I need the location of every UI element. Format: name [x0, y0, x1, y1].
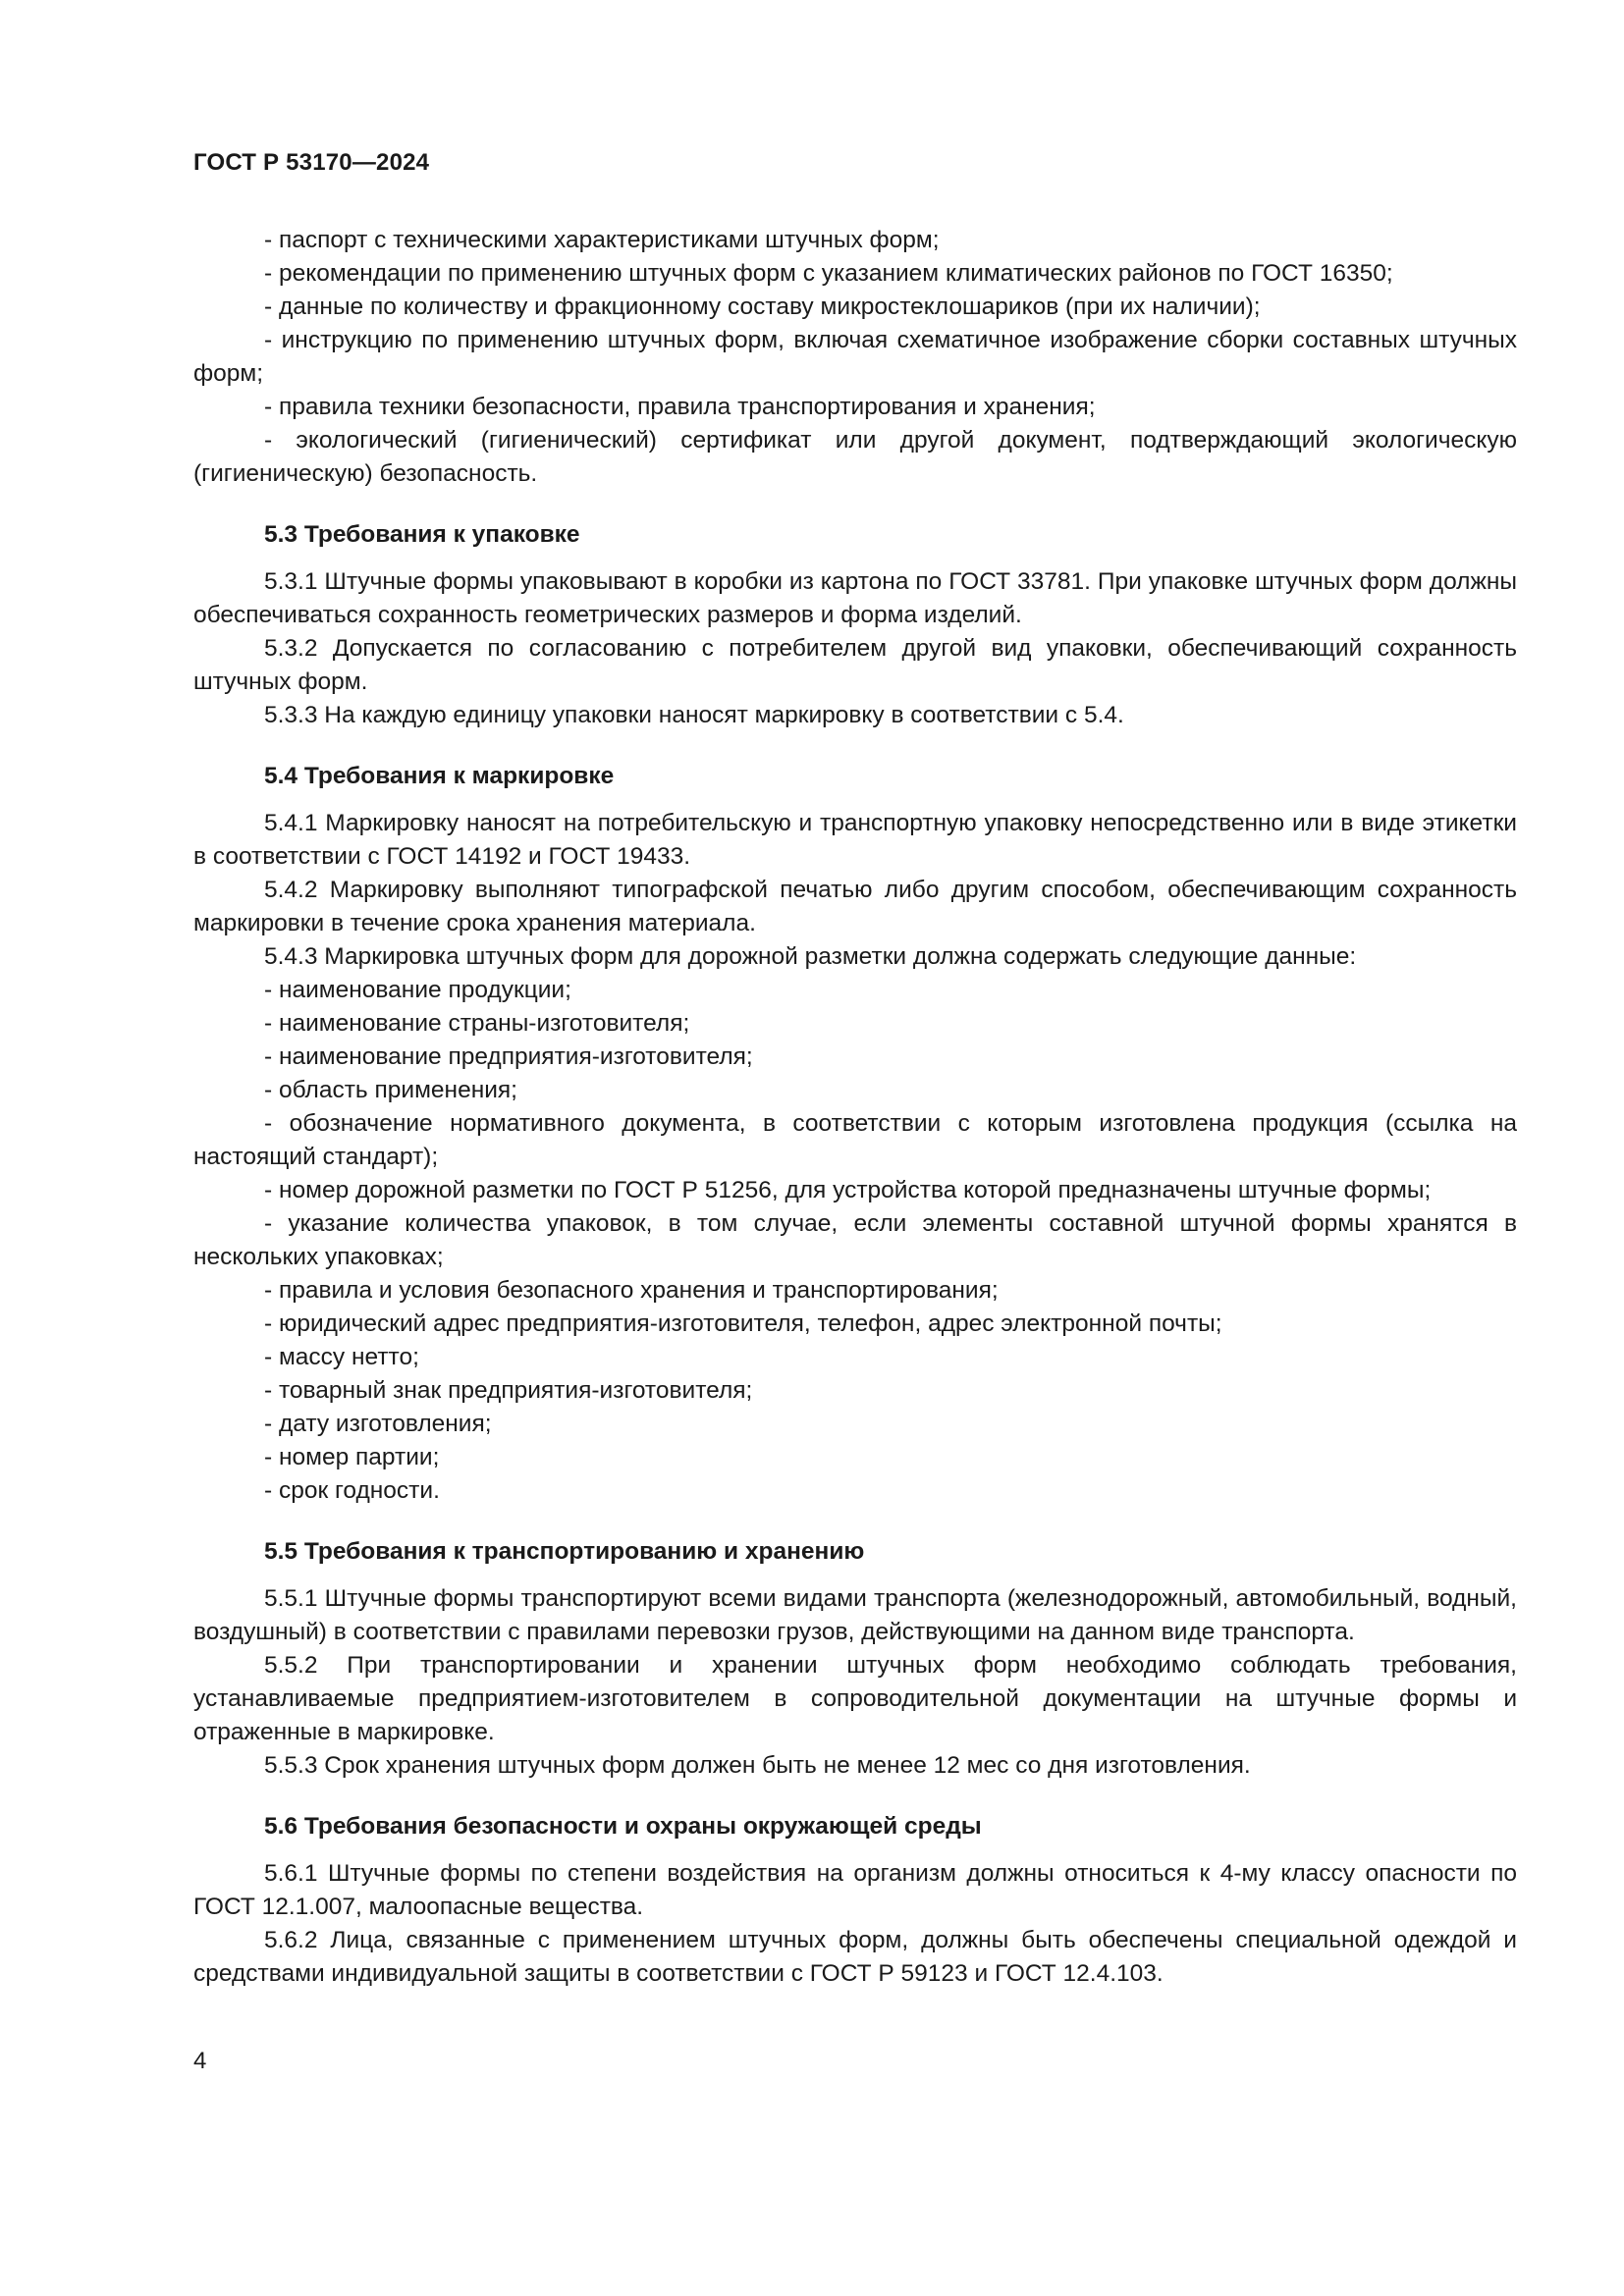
list-item: - данные по количеству и фракционному составу микростеклошариков (при их наличии);: [264, 294, 1261, 320]
list-item: - инструкцию по применению штучных форм, включая схематичное изображение сборки составных штучных форм;: [193, 327, 1517, 387]
clause-paragraph: 5.6.2 Лица, связанные с применением штучных форм, должны быть обеспечены специальной одеждой и средствами индивидуальной защиты в соответствии с ГОСТ Р 59123 и ГОСТ 12.4.103.: [193, 1927, 1517, 1987]
section-5-5: [193, 1535, 1517, 1783]
list-item: - юридический адрес предприятия-изготовителя, телефон, адрес электронной почты;: [264, 1310, 1222, 1337]
list-item: - правила и условия безопасного хранения и транспортирования;: [264, 1277, 999, 1304]
section-heading: 5.6 Требования безопасности и охраны окружающей среды: [264, 1813, 982, 1840]
clause-paragraph: 5.5.2 При транспортировании и хранении штучных форм необходимо соблюдать требования, устанавливаемые предприятием-изготовителем в сопроводительной документации на штучные формы и отраженные в маркировке.: [193, 1652, 1517, 1745]
section-heading: 5.4 Требования к маркировке: [264, 763, 615, 789]
clause-paragraph: 5.5.3 Срок хранения штучных форм должен быть не менее 12 мес со дня изготовления.: [264, 1752, 1251, 1779]
section-heading: 5.3 Требования к упаковке: [264, 521, 580, 548]
page-number: 4: [193, 2048, 207, 2074]
list-item: - обозначение нормативного документа, в соответствии с которым изготовлена продукция (ссылка на настоящий стандарт);: [193, 1110, 1517, 1170]
clause-paragraph: 5.4.2 Маркировку выполняют типографской печатью либо другим способом, обеспечивающим сохранность маркировки в течение срока хранения материала.: [193, 877, 1517, 936]
section-5-4: [193, 760, 1517, 1508]
list-item: - наименование продукции;: [264, 977, 571, 1003]
list-item: - указание количества упаковок, в том случае, если элементы составной штучной формы хранятся в нескольких упаковках;: [193, 1210, 1517, 1270]
clause-paragraph: 5.4.1 Маркировку наносят на потребительскую и транспортную упаковку непосредственно или в виде этикетки в соответствии с ГОСТ 14192 и ГОСТ 19433.: [193, 810, 1517, 870]
section-5-3: [193, 518, 1517, 732]
list-item: - массу нетто;: [264, 1344, 419, 1370]
clause-paragraph: 5.3.1 Штучные формы упаковывают в коробки из картона по ГОСТ 33781. При упаковке штучных форм должны обеспечиваться сохранность геометрических размеров и форма изделий.: [193, 568, 1517, 628]
list-item: - паспорт с техническими характеристиками штучных форм;: [264, 227, 940, 253]
list-item: - дату изготовления;: [264, 1411, 492, 1437]
clause-paragraph: 5.4.3 Маркировка штучных форм для дорожной разметки должна содержать следующие данные:: [264, 943, 1357, 970]
clause-paragraph: 5.3.2 Допускается по согласованию с потребителем другой вид упаковки, обеспечивающий сохранность штучных форм.: [193, 635, 1517, 695]
document-body: [193, 224, 1517, 1991]
list-item: - наименование предприятия-изготовителя;: [264, 1043, 753, 1070]
section-heading: 5.5 Требования к транспортированию и хранению: [264, 1538, 865, 1565]
clause-paragraph: 5.5.1 Штучные формы транспортируют всеми видами транспорта (железнодорожный, автомобильный, водный, воздушный) в соответствии с правилами перевозки грузов, действующими на данном виде транспорта.: [193, 1585, 1517, 1645]
supplied-documents-list: [193, 224, 1517, 491]
list-item: - правила техники безопасности, правила транспортирования и хранения;: [264, 394, 1096, 420]
clause-paragraph: 5.6.1 Штучные формы по степени воздействия на организм должны относиться к 4-му классу опасности по ГОСТ 12.1.007, малоопасные вещества.: [193, 1860, 1517, 1920]
list-item: - номер партии;: [264, 1444, 440, 1470]
list-item: - товарный знак предприятия-изготовителя;: [264, 1377, 753, 1404]
list-item: - наименование страны-изготовителя;: [264, 1010, 690, 1037]
document-header-id: ГОСТ Р 53170—2024: [193, 149, 430, 176]
list-item: - номер дорожной разметки по ГОСТ Р 51256, для устройства которой предназначены штучные формы;: [264, 1177, 1432, 1203]
list-item: - рекомендации по применению штучных форм с указанием климатических районов по ГОСТ 16350;: [264, 260, 1393, 287]
list-item: - область применения;: [264, 1077, 517, 1103]
list-item: - экологический (гигиенический) сертификат или другой документ, подтверждающий экологическую (гигиеническую) безопасность.: [193, 427, 1517, 487]
clause-paragraph: 5.3.3 На каждую единицу упаковки наносят маркировку в соответствии с 5.4.: [264, 702, 1124, 728]
section-5-6: [193, 1810, 1517, 1991]
list-item: - срок годности.: [264, 1477, 440, 1504]
